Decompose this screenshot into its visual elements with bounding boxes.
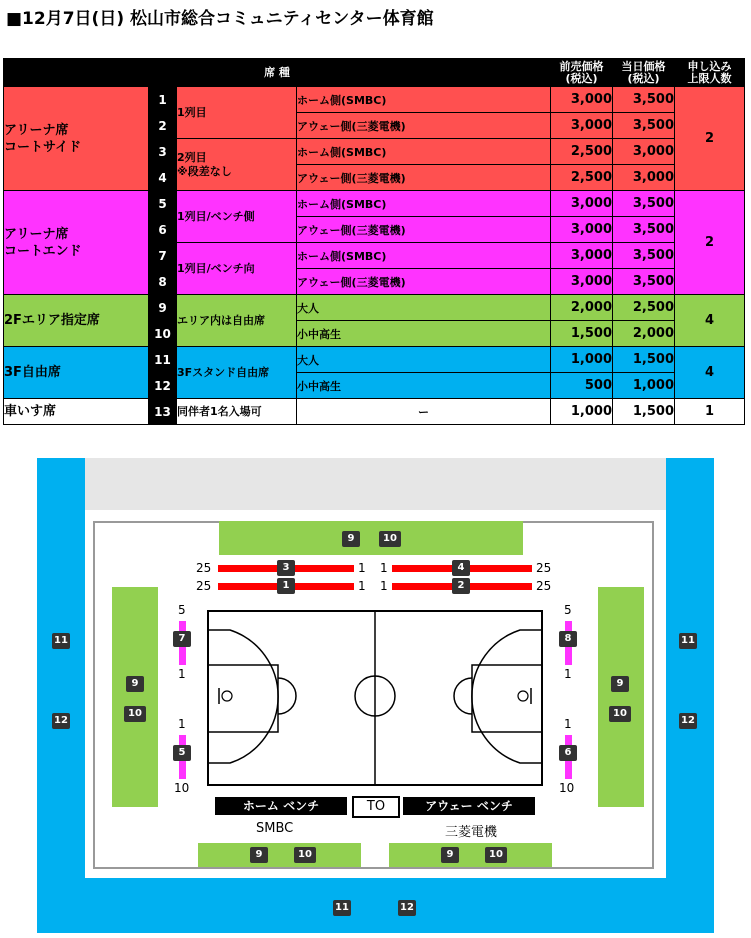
- table-row: [4, 347, 745, 373]
- away-team-label: 三菱電機: [445, 825, 498, 840]
- area-2f-right: [598, 587, 644, 807]
- seat-type: ホーム側(SMBC): [297, 139, 551, 165]
- same-day-price: 3,500: [613, 217, 675, 243]
- advance-price: 1,500: [551, 321, 613, 347]
- badge-12: 12: [52, 713, 70, 729]
- advance-price: 3,000: [551, 217, 613, 243]
- limit: 2: [675, 87, 745, 191]
- seat-count-label: 1: [380, 579, 388, 593]
- away-bench: アウェー ベンチ: [403, 797, 535, 815]
- seat-type: 大人: [297, 295, 551, 321]
- advance-price: 1,000: [551, 399, 613, 425]
- seat-type: アウェー側(三菱電機): [297, 217, 551, 243]
- advance-price: 3,000: [551, 113, 613, 139]
- badge-10: 10: [485, 847, 507, 863]
- same-day-price: 3,500: [613, 87, 675, 113]
- price-table: [3, 58, 745, 425]
- advance-price: 2,500: [551, 139, 613, 165]
- same-day-price: 3,500: [613, 191, 675, 217]
- header-seat-type: 席 種: [4, 59, 551, 87]
- area-2f-top: [219, 521, 523, 555]
- seat-sub: エリア内は自由席: [177, 295, 297, 347]
- limit: 4: [675, 295, 745, 347]
- seat-number: 10: [149, 321, 177, 347]
- badge-11: 11: [52, 633, 70, 649]
- seat-count-label: 1: [358, 561, 366, 575]
- table-officials: TO: [352, 796, 400, 818]
- seat-number: 12: [149, 373, 177, 399]
- seat-type: アウェー側(三菱電機): [297, 165, 551, 191]
- same-day-price: 2,500: [613, 295, 675, 321]
- seat-number: 5: [149, 191, 177, 217]
- seat-sub: 同伴者1名入場可: [177, 399, 297, 425]
- seat-count-label: 25: [196, 579, 212, 593]
- advance-price: 1,000: [551, 347, 613, 373]
- seat-sub: 2列目 ※段差なし: [177, 139, 297, 191]
- area-3f-left: [37, 458, 85, 933]
- seat-number: 3: [149, 139, 177, 165]
- seat-type: 小中高生: [297, 321, 551, 347]
- area-2f-left: [112, 587, 158, 807]
- seat-count-label: 25: [536, 579, 552, 593]
- same-day-price: 3,500: [613, 243, 675, 269]
- area-2f-bottom-right: [389, 843, 552, 867]
- seat-count-label: 1: [380, 561, 388, 575]
- seat-type: ホーム側(SMBC): [297, 191, 551, 217]
- badge-10: 10: [609, 706, 631, 722]
- seat-count-label: 1: [564, 717, 572, 731]
- table-row: [4, 87, 745, 113]
- seat-count-label: 5: [178, 603, 186, 617]
- seat-number: 1: [149, 87, 177, 113]
- advance-price: 3,000: [551, 269, 613, 295]
- category-2f: 2Fエリア指定席: [4, 295, 149, 347]
- badge-4: 4: [452, 560, 470, 576]
- seat-count-label: 1: [178, 717, 186, 731]
- area-3f-right: [666, 458, 714, 933]
- advance-price: 3,000: [551, 191, 613, 217]
- same-day-price: 3,500: [613, 113, 675, 139]
- table-row: [4, 295, 745, 321]
- seat-number: 7: [149, 243, 177, 269]
- area-2f-bottom-left: [198, 843, 361, 867]
- badge-2: 2: [452, 578, 470, 594]
- advance-price: 3,000: [551, 87, 613, 113]
- category-3f: 3F自由席: [4, 347, 149, 399]
- same-day-price: 1,500: [613, 399, 675, 425]
- seat-count-label: 5: [564, 603, 572, 617]
- seat-sub: 1列目/ベンチ向: [177, 243, 297, 295]
- area-3f-bottom: [37, 878, 714, 933]
- home-team-label: SMBC: [256, 821, 294, 836]
- category-arena-end: アリーナ席 コートエンド: [4, 191, 149, 295]
- page-title: ■12月7日(日) 松山市総合コミュニティセンター体育館: [6, 9, 434, 29]
- same-day-price: 1,000: [613, 373, 675, 399]
- seat-count-label: 1: [178, 667, 186, 681]
- advance-price: 3,000: [551, 243, 613, 269]
- category-arena-side: アリーナ席 コートサイド: [4, 87, 149, 191]
- seat-number: 13: [149, 399, 177, 425]
- table-header-row: [4, 59, 745, 87]
- seat-sub: 3Fスタンド自由席: [177, 347, 297, 399]
- category-wheelchair: 車いす席: [4, 399, 149, 425]
- seat-type: アウェー側(三菱電機): [297, 269, 551, 295]
- seat-count-label: 25: [196, 561, 212, 575]
- badge-9: 9: [126, 676, 144, 692]
- table-row: [4, 399, 745, 425]
- home-bench: ホーム ベンチ: [215, 797, 347, 815]
- badge-5: 5: [173, 745, 191, 761]
- seat-type: 小中高生: [297, 373, 551, 399]
- seat-count-label: 10: [559, 781, 575, 795]
- badge-9: 9: [441, 847, 459, 863]
- seat-type: アウェー側(三菱電機): [297, 113, 551, 139]
- advance-price: 2,500: [551, 165, 613, 191]
- seat-type: ー: [297, 399, 551, 425]
- limit: 1: [675, 399, 745, 425]
- advance-price: 500: [551, 373, 613, 399]
- advance-price: 2,000: [551, 295, 613, 321]
- seat-number: 6: [149, 217, 177, 243]
- badge-11: 11: [679, 633, 697, 649]
- badge-1: 1: [277, 578, 295, 594]
- badge-10: 10: [379, 531, 401, 547]
- seat-number: 8: [149, 269, 177, 295]
- seat-sub: 1列目: [177, 87, 297, 139]
- seat-count-label: 25: [536, 561, 552, 575]
- table-row: [4, 191, 745, 217]
- same-day-price: 3,000: [613, 165, 675, 191]
- badge-10: 10: [124, 706, 146, 722]
- badge-8: 8: [559, 631, 577, 647]
- badge-9: 9: [342, 531, 360, 547]
- seat-sub: 1列目/ベンチ側: [177, 191, 297, 243]
- badge-10: 10: [294, 847, 316, 863]
- seat-type: 大人: [297, 347, 551, 373]
- badge-7: 7: [173, 631, 191, 647]
- same-day-price: 3,000: [613, 139, 675, 165]
- badge-6: 6: [559, 745, 577, 761]
- badge-12: 12: [398, 900, 416, 916]
- header-limit: 申し込み 上限人数: [675, 59, 745, 87]
- seat-number: 2: [149, 113, 177, 139]
- same-day-price: 1,500: [613, 347, 675, 373]
- badge-12: 12: [679, 713, 697, 729]
- seat-type: ホーム側(SMBC): [297, 243, 551, 269]
- limit: 4: [675, 347, 745, 399]
- basketball-court: [205, 608, 545, 788]
- seat-type: ホーム側(SMBC): [297, 87, 551, 113]
- seat-count-label: 1: [564, 667, 572, 681]
- same-day-price: 2,000: [613, 321, 675, 347]
- seat-number: 4: [149, 165, 177, 191]
- limit: 2: [675, 191, 745, 295]
- seat-count-label: 1: [358, 579, 366, 593]
- seat-number: 9: [149, 295, 177, 321]
- area-top-gray: [85, 458, 666, 510]
- header-advance: 前売価格 (税込): [551, 59, 613, 87]
- badge-9: 9: [611, 676, 629, 692]
- header-same-day: 当日価格 (税込): [613, 59, 675, 87]
- badge-11: 11: [333, 900, 351, 916]
- badge-3: 3: [277, 560, 295, 576]
- seat-count-label: 10: [174, 781, 190, 795]
- badge-9: 9: [250, 847, 268, 863]
- seat-number: 11: [149, 347, 177, 373]
- same-day-price: 3,500: [613, 269, 675, 295]
